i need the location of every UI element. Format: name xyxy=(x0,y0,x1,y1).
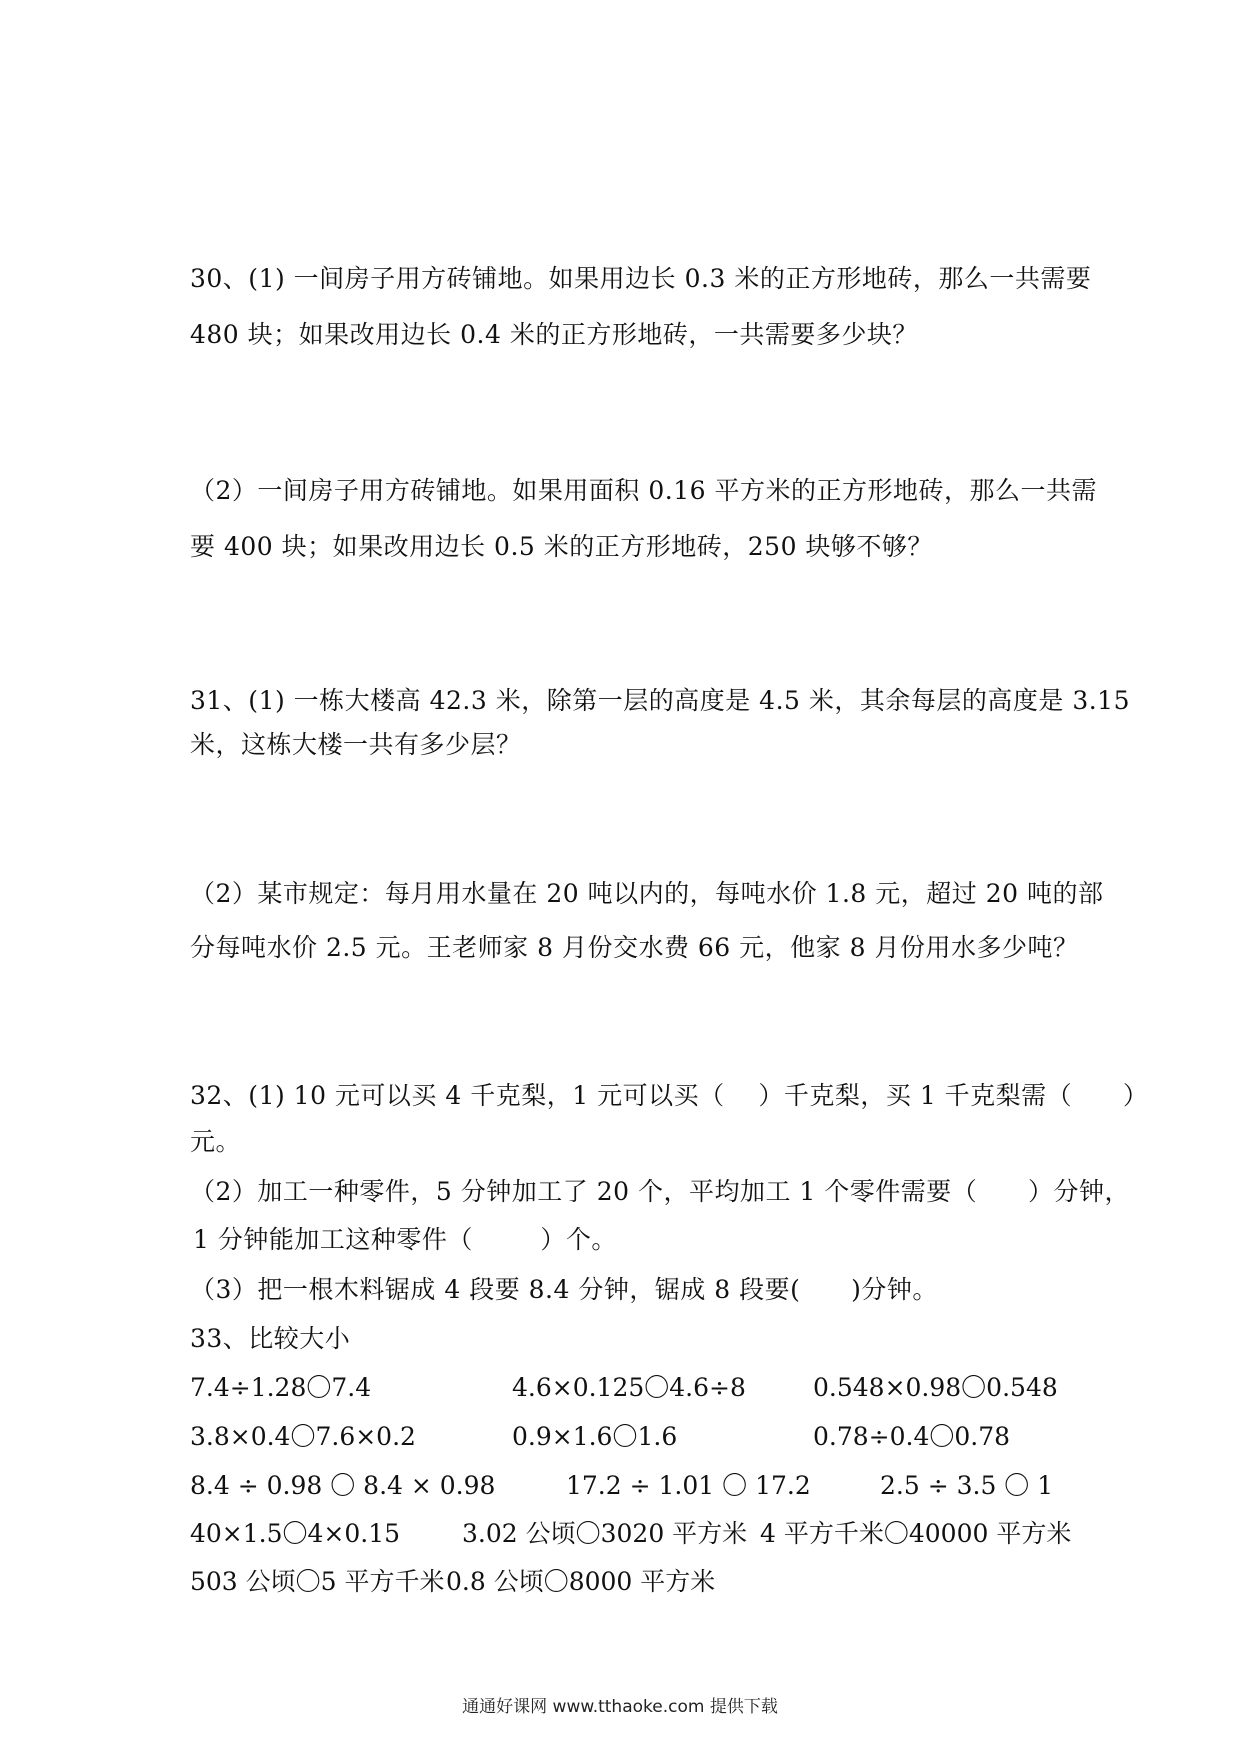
compare-item: 4 平方千米〇40000 平方米 xyxy=(760,1519,1072,1548)
compare-item: 4.6×0.125〇4.6÷8 xyxy=(512,1373,746,1402)
compare-item: 40×1.5〇4×0.15 xyxy=(190,1519,401,1548)
q30-part1-line1: 30、(1) 一间房子用方砖铺地。如果用边长 0.3 米的正方形地砖，那么一共需要 xyxy=(190,264,1092,293)
q32-part1-line2: 元。 xyxy=(190,1127,242,1156)
q32-part3-line1: （3）把一根木料锯成 4 段要 8.4 分钟，锯成 8 段要( )分钟。 xyxy=(190,1275,938,1304)
compare-item: 0.8 公顷〇8000 平方米 xyxy=(446,1567,716,1596)
q30-part1-line2: 480 块；如果改用边长 0.4 米的正方形地砖，一共需要多少块？ xyxy=(190,320,918,349)
q31-part2-line1: （2）某市规定：每月用水量在 20 吨以内的，每吨水价 1.8 元，超过 20 吨的部 xyxy=(190,879,1104,908)
compare-item: 0.78÷0.4〇0.78 xyxy=(813,1422,1011,1451)
compare-item: 0.548×0.98〇0.548 xyxy=(813,1373,1058,1402)
compare-item: 0.9×1.6〇1.6 xyxy=(512,1422,678,1451)
q30-part2-line1: （2）一间房子用方砖铺地。如果用面积 0.16 平方米的正方形地砖，那么一共需 xyxy=(190,476,1097,505)
footer-source: 通通好课网 www.tthaoke.com 提供下载 xyxy=(462,1697,778,1717)
q31-part1-line2: 米，这栋大楼一共有多少层？ xyxy=(190,730,522,759)
q33-row-4 xyxy=(190,1517,1070,1551)
compare-item: 8.4 ÷ 0.98 〇 8.4 × 0.98 xyxy=(190,1471,496,1500)
compare-item: 7.4÷1.28〇7.4 xyxy=(190,1373,372,1402)
q32-part2-line1: （2）加工一种零件，5 分钟加工了 20 个，平均加工 1 个零件需要（ ）分钟， xyxy=(190,1177,1130,1206)
q32-part1-line1: 32、(1) 10 元可以买 4 千克梨，1 元可以买（ ）千克梨，买 1 千克梨需（ ） xyxy=(190,1081,1149,1110)
q33-row-2 xyxy=(190,1420,1070,1454)
compare-item: 17.2 ÷ 1.01 〇 17.2 xyxy=(566,1471,811,1500)
compare-item: 503 公顷〇5 平方千米 xyxy=(190,1567,445,1596)
compare-item: 3.02 公顷〇3020 平方米 xyxy=(462,1519,748,1548)
q32-part2-line2: 1 分钟能加工这种零件（ ）个。 xyxy=(193,1225,617,1254)
q31-part2-line2: 分每吨水价 2.5 元。王老师家 8 月份交水费 66 元，他家 8 月份用水多少吨？ xyxy=(190,933,1079,962)
q31-part1-line1: 31、(1) 一栋大楼高 42.3 米，除第一层的高度是 4.5 米，其余每层的高度是 3.15 xyxy=(190,686,1130,715)
q33-row-5 xyxy=(190,1565,1070,1599)
q33-row-3 xyxy=(190,1469,1070,1503)
compare-item: 2.5 ÷ 3.5 〇 1 xyxy=(880,1471,1054,1500)
q33-title: 33、比较大小 xyxy=(190,1324,351,1353)
q33-row-1 xyxy=(190,1371,1070,1405)
q30-part2-line2: 要 400 块；如果改用边长 0.5 米的正方形地砖，250 块够不够？ xyxy=(190,532,933,561)
compare-item: 3.8×0.4〇7.6×0.2 xyxy=(190,1422,416,1451)
